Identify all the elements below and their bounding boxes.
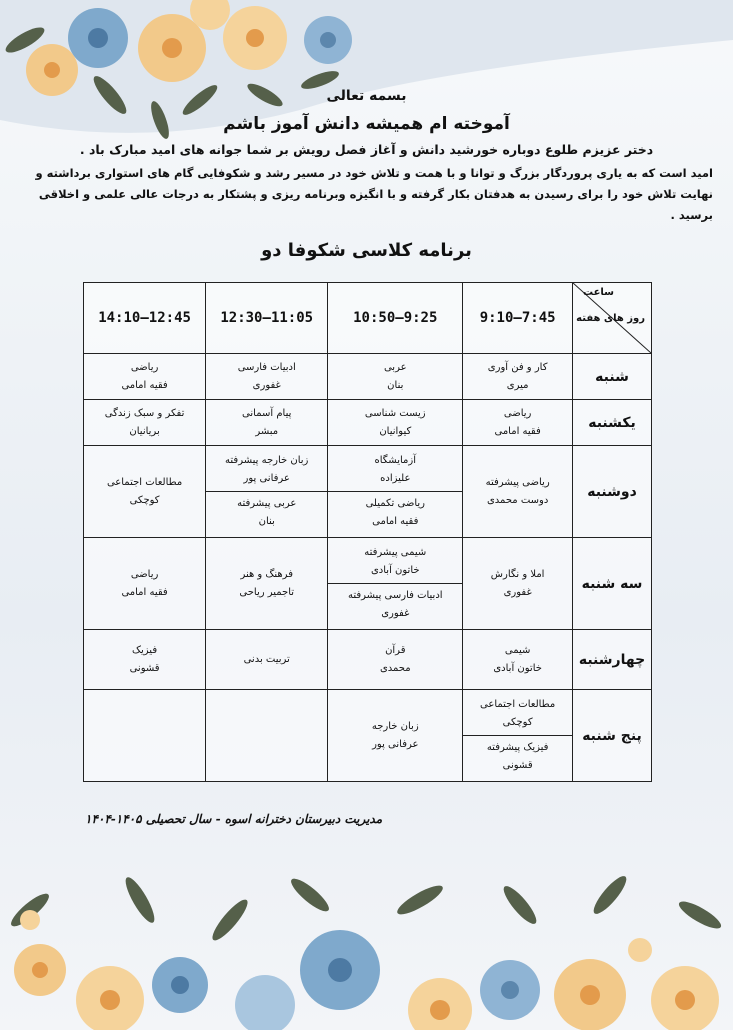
subject-name: زیست شناسی — [364, 407, 426, 419]
subject-name: کار و فن آوری — [487, 361, 548, 373]
class-entry — [463, 356, 572, 398]
teacher-name: مبشر — [255, 425, 279, 437]
teacher-name: خاتون آبادی — [493, 662, 542, 674]
subject-name: آزمایشگاه — [374, 455, 417, 466]
table-row — [84, 630, 652, 690]
subject-name: ریاضی — [130, 568, 159, 580]
subject-name: عربی پیشرفته — [237, 498, 297, 509]
schedule-cell — [206, 354, 328, 400]
teacher-name: تاجمیر ریاحی — [239, 586, 295, 598]
class-entry — [328, 491, 462, 534]
teacher-name: کوچکی — [502, 717, 533, 728]
class-entry — [84, 639, 205, 681]
subject-name: ریاضی — [503, 407, 532, 419]
class-entry — [206, 563, 327, 605]
class-entry — [84, 471, 205, 513]
schedule-table — [83, 282, 652, 782]
footer-signature: مدیریت دبیرستان دخترانه اسوه - سال تحصیلی ۱۴۰۵-۱۴۰۴ — [85, 812, 383, 826]
teacher-name: کوچکی — [129, 494, 160, 506]
class-entry — [463, 471, 572, 513]
corner-days-label: روز های هفته — [576, 313, 645, 324]
schedule-cell — [206, 630, 328, 690]
subject-name: شیمی — [504, 644, 531, 656]
subject-name: ادبیات فارسی پیشرفته — [347, 590, 443, 601]
schedule-cell — [463, 630, 573, 690]
schedule-cell — [84, 538, 206, 630]
schedule-cell — [206, 446, 328, 538]
teacher-name: عرفانی پور — [372, 738, 419, 750]
schedule-cell — [463, 400, 573, 446]
besmellah-heading: بسمه تعالی — [326, 88, 407, 104]
schedule-cell — [84, 354, 206, 400]
subject-name: پیام آسمانی — [242, 407, 292, 419]
class-entry — [463, 402, 572, 444]
subject-name: زبان خارجه پیشرفته — [225, 455, 309, 466]
day-label: شنبه — [573, 354, 652, 400]
time-slot-header: 9:25–10:50 — [328, 283, 463, 354]
class-entry — [328, 449, 462, 491]
subject-name: عربی — [383, 361, 407, 373]
table-row — [84, 446, 652, 538]
subject-name: تربیت بدنی — [243, 653, 290, 665]
schedule-cell — [84, 400, 206, 446]
class-entry — [328, 639, 462, 681]
subject-name: املا و نگارش — [490, 568, 545, 580]
class-entry — [463, 735, 572, 778]
day-label: چهارشنبه — [573, 630, 652, 690]
table-row — [84, 400, 652, 446]
teacher-name: دوست محمدی — [486, 494, 549, 506]
table-row — [84, 538, 652, 630]
class-entry — [463, 693, 572, 735]
time-slot-header: 12:45–14:10 — [84, 283, 206, 354]
schedule-cell — [328, 400, 463, 446]
schedule-cell — [328, 690, 463, 782]
teacher-name: غفوری — [381, 608, 410, 619]
table-row — [84, 690, 652, 782]
greeting-subtitle: دختر عزیزم طلوع دوباره خورشید دانش و آغاز فصل رویش بر شما جوانه های امید مبارک باد . — [79, 142, 654, 157]
teacher-name: خاتون آبادی — [370, 565, 420, 576]
teacher-name: فقیه امامی — [121, 586, 168, 598]
class-entry — [206, 356, 327, 398]
table-row — [84, 354, 652, 400]
subject-name: فرهنگ و هنر — [240, 568, 293, 580]
schedule-cell — [463, 538, 573, 630]
floral-decoration-bottom — [0, 860, 733, 1030]
teacher-name: بنان — [258, 516, 275, 527]
teacher-name: کیوانیان — [379, 425, 412, 437]
day-label: دوشنبه — [573, 446, 652, 538]
teacher-name: قشونی — [129, 662, 160, 674]
motto-title: آموخته ام همیشه دانش آموز باشم — [223, 114, 510, 134]
schedule-cell — [84, 446, 206, 538]
schedule-title: برنامه کلاسی شکوفا دو — [261, 240, 472, 261]
class-entry — [84, 356, 205, 398]
class-entry — [328, 356, 462, 398]
day-label: پنج شنبه — [573, 690, 652, 782]
subject-name: ریاضی — [130, 361, 159, 373]
schedule-cell — [463, 446, 573, 538]
time-slot-header: 11:05–12:30 — [206, 283, 328, 354]
teacher-name: قشونی — [502, 760, 533, 771]
schedule-cell — [84, 690, 206, 782]
schedule-cell — [463, 690, 573, 782]
time-slot-header: 7:45–9:10 — [463, 283, 573, 354]
class-entry — [206, 648, 327, 672]
subject-name: زبان خارجه — [371, 720, 419, 732]
schedule-cell — [328, 630, 463, 690]
teacher-name: فقیه امامی — [121, 379, 168, 391]
class-entry — [328, 402, 462, 444]
schedule-cell — [328, 446, 463, 538]
teacher-name: میری — [506, 379, 529, 391]
teacher-name: فقیه امامی — [372, 516, 419, 527]
day-label: سه شنبه — [573, 538, 652, 630]
subject-name: تفکر و سبک زندگی — [104, 407, 185, 419]
teacher-name: غفوری — [252, 379, 281, 391]
teacher-name: بنان — [387, 379, 404, 391]
teacher-name: علیزاده — [380, 473, 411, 484]
class-entry — [328, 715, 462, 757]
class-entry — [84, 402, 205, 444]
day-label: یکشنبه — [573, 400, 652, 446]
page-header — [20, 88, 713, 226]
class-entry — [328, 541, 462, 583]
subject-name: مطالعات اجتماعی — [480, 699, 556, 710]
class-entry — [463, 563, 572, 605]
schedule-body — [84, 354, 652, 782]
subject-name: فیزیک — [132, 644, 158, 656]
class-entry — [84, 563, 205, 605]
table-header-row — [84, 283, 652, 354]
subject-name: قرآن — [385, 644, 406, 656]
schedule-cell — [206, 538, 328, 630]
subject-name: ریاضی تکمیلی — [365, 498, 425, 509]
class-entry — [463, 639, 572, 681]
subject-name: مطالعات اجتماعی — [106, 476, 183, 488]
subject-name: شیمی پیشرفته — [364, 547, 427, 558]
corner-cell — [573, 283, 652, 354]
schedule-cell — [206, 690, 328, 782]
teacher-name: فقیه امامی — [494, 425, 541, 437]
class-entry — [206, 402, 327, 444]
subject-name: ادبیات فارسی — [237, 361, 296, 373]
schedule-cell — [206, 400, 328, 446]
class-entry — [206, 449, 327, 491]
teacher-name: غفوری — [503, 586, 532, 598]
schedule-cell — [328, 538, 463, 630]
corner-hour-label: ساعت — [583, 287, 615, 298]
class-entry — [206, 491, 327, 534]
teacher-name: بریانیان — [129, 425, 160, 437]
teacher-name: عرفانی پور — [243, 473, 290, 484]
intro-paragraph: امید است که به یاری پروردگار بزرگ و توانا و با همت و تلاش خود در مسیر رشد و شکوفایی گام های استواری برداشته و نهایت تلاش خود را برای رسیدن به هدفتان بکار گرفته و با انگیزه وبرنامه ریزی و پشتکار به درجات عالی علمی و اخلاقی برسید . — [35, 166, 713, 222]
schedule-cell — [84, 630, 206, 690]
class-entry — [328, 583, 462, 626]
teacher-name: محمدی — [379, 662, 411, 674]
schedule-cell — [328, 354, 463, 400]
subject-name: فیزیک پیشرفته — [486, 742, 549, 753]
schedule-cell — [463, 354, 573, 400]
subject-name: ریاضی پیشرفته — [485, 476, 550, 488]
